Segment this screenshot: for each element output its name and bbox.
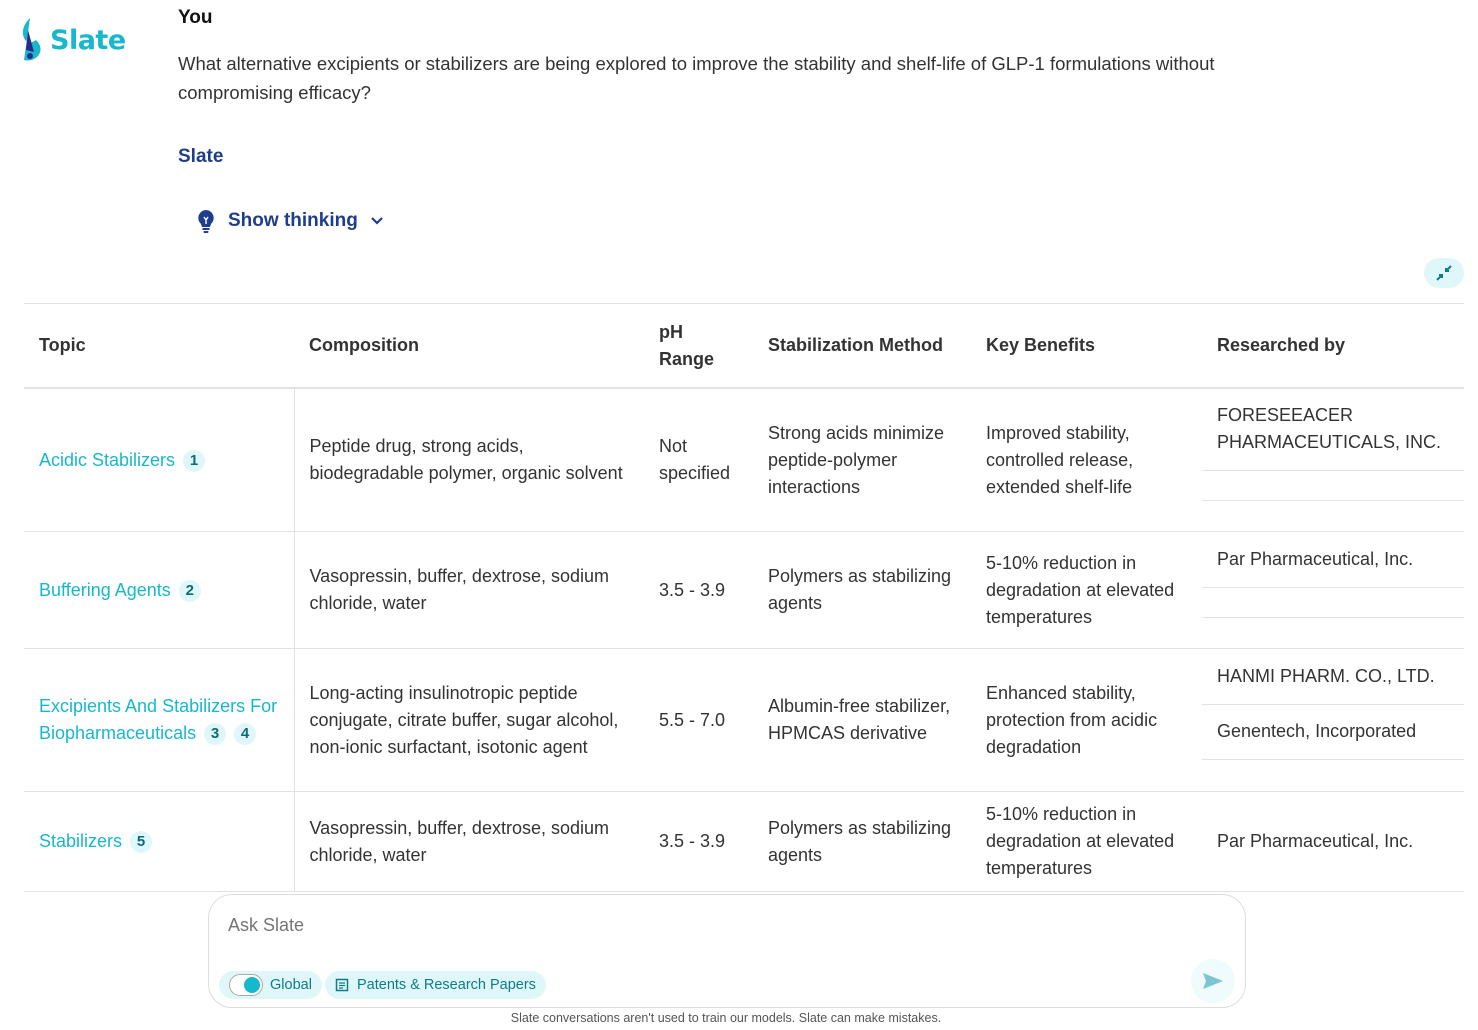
topic-cell [24, 649, 294, 792]
researched-by-cell [1202, 388, 1464, 532]
topic-cell [24, 532, 294, 649]
stabilization-method-cell: Strong acids minimize peptide-polymer interactions [753, 388, 971, 532]
stabilization-method-cell: Albumin-free stabilizer, HPMCAS derivative [753, 649, 971, 792]
source-filter-label: Patents & Research Papers [357, 977, 536, 993]
ph-range-cell: 3.5 - 3.9 [644, 792, 753, 892]
column-header: Composition [294, 304, 644, 388]
ph-range-cell: 3.5 - 3.9 [644, 532, 753, 649]
assistant-label: Slate [178, 146, 224, 167]
researcher-empty-slot [1202, 618, 1464, 648]
key-benefits-cell: 5-10% reduction in degradation at elevated temperatures [971, 792, 1202, 892]
key-benefits-cell: 5-10% reduction in degradation at elevated temperatures [971, 532, 1202, 649]
topic-link[interactable]: Buffering Agents [39, 579, 171, 600]
key-benefits-cell: Enhanced stability, protection from acidic degradation [971, 649, 1202, 792]
topic-link[interactable]: Excipients And Stabilizers For Biopharmaceuticals [39, 696, 278, 743]
user-question: What alternative excipients or stabilizers are being explored to improve the stability and shelf-life of GLP-1 formulations without compromising efficacy? [178, 53, 1215, 103]
chevron-down-icon [370, 216, 384, 226]
document-icon [335, 978, 349, 992]
slate-logo[interactable] [18, 18, 126, 62]
table-row [24, 532, 1464, 649]
stabilization-method-cell: Polymers as stabilizing agents [753, 792, 971, 892]
citation-badge[interactable]: 2 [179, 580, 201, 602]
researcher-item: HANMI PHARM. CO., LTD. [1202, 650, 1464, 705]
global-label: Global [270, 977, 312, 993]
citation-badge[interactable]: 4 [234, 723, 256, 745]
send-icon [1201, 971, 1225, 991]
composer [208, 894, 1246, 1008]
global-toggle-chip[interactable] [219, 971, 322, 999]
citation-badge[interactable]: 1 [183, 450, 205, 472]
key-benefits-cell: Improved stability, controlled release, extended shelf-life [971, 388, 1202, 532]
table-row [24, 388, 1464, 532]
composition-cell: Vasopressin, buffer, dextrose, sodium chloride, water [294, 532, 644, 649]
ph-range-cell: Not specified [644, 388, 753, 532]
source-filter-chip[interactable] [325, 971, 546, 999]
composition-cell: Peptide drug, strong acids, biodegradable polymer, organic solvent [294, 388, 644, 532]
ask-input[interactable] [228, 915, 1128, 936]
topic-cell [24, 792, 294, 892]
table-row [24, 792, 1464, 892]
show-thinking-label: Show thinking [228, 210, 358, 231]
researcher-item: Par Pharmaceutical, Inc. [1217, 830, 1414, 851]
send-button[interactable] [1191, 959, 1235, 1003]
citation-badge[interactable]: 5 [130, 831, 152, 853]
slate-logo-text: Slate [50, 24, 126, 56]
lightbulb-icon [196, 209, 216, 233]
column-header: Researched by [1202, 304, 1464, 388]
researcher-empty-slot [1202, 471, 1464, 501]
researcher-item: Par Pharmaceutical, Inc. [1202, 533, 1464, 588]
composition-cell: Long-acting insulinotropic peptide conjugate, citrate buffer, sugar alcohol, non-ionic surfactant, isotonic agent [294, 649, 644, 792]
collapse-arrows-icon [1435, 264, 1453, 282]
researcher-item: FORESEEACER PHARMACEUTICALS, INC. [1202, 389, 1464, 471]
table-row [24, 649, 1464, 792]
researcher-empty-slot [1202, 588, 1464, 618]
composition-cell: Vasopressin, buffer, dextrose, sodium chloride, water [294, 792, 644, 892]
results-table [24, 304, 1464, 892]
researched-by-cell [1202, 649, 1464, 792]
user-label: You [178, 7, 213, 28]
researcher-item: Genentech, Incorporated [1202, 705, 1464, 760]
disclaimer: Slate conversations aren't used to train our models. Slate can make mistakes. [510, 1011, 942, 1025]
citation-badge[interactable]: 3 [204, 723, 226, 745]
slate-logo-icon [18, 18, 46, 62]
researcher-empty-slot [1202, 501, 1464, 531]
topic-link[interactable]: Stabilizers [39, 831, 123, 851]
researched-by-cell [1202, 532, 1464, 649]
results-table-container[interactable] [24, 303, 1464, 893]
topic-link[interactable]: Acidic Stabilizers [39, 449, 176, 470]
researched-by-cell [1202, 792, 1464, 892]
global-toggle[interactable] [229, 974, 263, 996]
table-header-row [24, 304, 1464, 388]
researcher-empty-slot [1202, 760, 1464, 790]
ph-range-cell: 5.5 - 7.0 [644, 649, 753, 792]
show-thinking-toggle[interactable] [196, 209, 384, 233]
column-header: Topic [24, 304, 294, 388]
column-header: pH Range [644, 304, 753, 388]
collapse-table-button[interactable] [1424, 258, 1464, 288]
column-header: Stabilization Method [753, 304, 971, 388]
column-header: Key Benefits [971, 304, 1202, 388]
stabilization-method-cell: Polymers as stabilizing agents [753, 532, 971, 649]
topic-cell [24, 388, 294, 532]
